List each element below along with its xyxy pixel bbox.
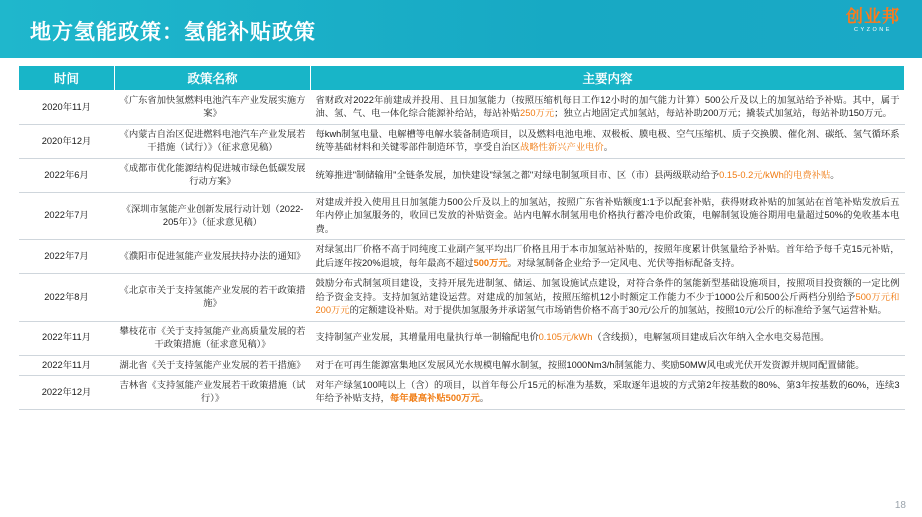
logo-sub-text: CYZONE xyxy=(854,27,892,33)
table-row xyxy=(19,321,905,355)
cell-time: 2022年7月 xyxy=(19,240,115,274)
logo-main-text: 创业邦 xyxy=(846,7,900,26)
cell-time: 2022年11月 xyxy=(19,355,115,375)
content-highlight: 每年最高补贴500万元 xyxy=(389,393,480,404)
cell-policy-content xyxy=(311,192,905,239)
column-header-name: 政策名称 xyxy=(115,66,311,91)
cell-time: 2022年7月 xyxy=(19,192,115,239)
content-text: 支持加氢站建设运营。对建成的加氢站，按照压缩机12小时额定工作能力不少于1000公斤和500公斤两档分别给予 xyxy=(381,291,856,302)
content-text: 省财政对2022年前建成并投用、且日加氢能力（按照压缩机每日工作12小时的加气能力计算）500公斤及以上的加氢站给予补贴。其中，属于油、氢、气、电一体化综合能源补给站，每站补贴 xyxy=(315,95,900,119)
cell-time: 2020年12月 xyxy=(19,124,115,158)
cell-policy-name: 《北京市关于支持氢能产业发展的若干政策措施》 xyxy=(115,274,311,321)
table-row xyxy=(19,91,905,125)
page-number: 18 xyxy=(894,500,906,511)
content-text: 对年产绿氢100吨以上（含）的项目，以首年每公斤15元的标准为基数，采取逐年退坡的方式第2年按基数的80%、第3年按基数的60%，连续3年给予补贴支持， xyxy=(315,379,900,404)
content-text: 。 xyxy=(830,169,840,180)
cell-policy-content xyxy=(311,375,905,409)
content-text: 。对绿氢制备企业给予一定风电、光伏等指标配备支持。 xyxy=(507,257,741,268)
page-title: 地方氢能政策：氢能补贴政策 xyxy=(30,21,316,44)
cell-time: 2022年12月 xyxy=(19,375,115,409)
cell-policy-content xyxy=(311,321,905,355)
content-text: 对建成并投入使用且日加氢能力500公斤及以上的加氢站，按照广东省补贴额度1:1予以配套补贴，获得财政补贴的加氢站在首笔补贴发放后五年内停止加氢服务的，收回已发放的补贴资金。站内电解水制氢用电价格执行蓄冷电价政策，电解制氢设施谷期用电量超过50%的免收基本电费。 xyxy=(315,196,900,234)
cell-policy-content xyxy=(311,124,905,158)
cell-policy-name: 《成都市优化能源结构促进城市绿色低碳发展行动方案》 xyxy=(115,158,311,192)
cell-policy-content xyxy=(311,91,905,125)
table-row xyxy=(19,375,905,409)
table-row xyxy=(19,274,905,321)
content-text: 。 xyxy=(603,142,614,153)
cell-time: 2020年11月 xyxy=(19,91,115,125)
content-text: 对于在可再生能源富集地区发展风光水规模电解水制氢，按照1000Nm3/h制氢能力、奖励50MW风电或光伏开发资源并规同配置储能。 xyxy=(315,359,865,370)
column-header-time: 时间 xyxy=(19,66,115,91)
table-header-row xyxy=(19,66,905,91)
content-text: 统筹推进"制储输用"全链条发展，加快建设"绿氢之都"对绿电制氢项目市、区（市）县两级联动给予 xyxy=(315,169,720,180)
cell-time: 2022年11月 xyxy=(19,321,115,355)
content-text: 每kwh制氢电量、电解槽等电解水装备制造项目，以及燃料电池电堆、双极板、膜电极、空气压缩机、质子交换膜、催化剂、碳纸、氢气循环系统等基础材料和关键零部件制造环节，享受自治区 xyxy=(315,128,900,153)
content-text: 。 xyxy=(479,393,490,404)
table-row xyxy=(19,355,905,375)
cell-policy-name: 《深圳市氢能产业创新发展行动计划（2022-205年）》（征求意见稿） xyxy=(115,192,311,239)
cell-policy-content xyxy=(311,355,905,375)
cell-policy-content xyxy=(311,158,905,192)
cell-policy-name: 湖北省《关于支持氢能产业发展的若干措施》 xyxy=(115,355,311,375)
table-row xyxy=(19,192,905,239)
content-text: 支持制氢产业发展，其增量用电量执行单一制输配电价 xyxy=(315,332,539,343)
content-text: 鼓励分布式制氢项目建设，支持开展先进制氢、储运、加氢设施试点建设，对符合条件的氢能新型基础设施项目，按照项目投资额的一定比例给予资金支持。 xyxy=(315,278,900,302)
content-highlight: 战略性新兴产业电价 xyxy=(520,142,604,153)
brand-logo xyxy=(846,8,900,34)
content-highlight: 0.105元/kWh xyxy=(538,332,593,343)
content-text: （含线损），电解氢项目建成后次年纳入全水电交易范围。 xyxy=(592,332,830,343)
content-highlight: 250万元 xyxy=(520,108,555,119)
slide-header xyxy=(0,0,922,58)
cell-policy-content xyxy=(311,240,905,274)
table-row xyxy=(19,240,905,274)
content-text: ；独立占地固定式加氢站，每站补助200万元；撬装式加氢站，每站补助150万元。 xyxy=(554,108,892,119)
cell-policy-name: 《广东省加快氢燃料电池汽车产业发展实施方案》 xyxy=(115,91,311,125)
cell-time: 2022年6月 xyxy=(19,158,115,192)
cell-policy-content xyxy=(311,274,905,321)
content-highlight: 500万元 xyxy=(473,257,508,268)
column-header-content: 主要内容 xyxy=(311,66,905,91)
content-highlight: 0.15-0.2元/kWh的电费补贴 xyxy=(719,169,831,180)
content-text: 的定额建设补贴。对于提供加氢服务并承诺氢气市场销售价格不高于30元/公斤的加氢站，按照10元/公斤的标准给予氢气运营补贴。 xyxy=(349,305,887,316)
policy-table xyxy=(18,65,905,410)
table-row xyxy=(19,158,905,192)
cell-time: 2022年8月 xyxy=(19,274,115,321)
content-highlight: 500万元和200万元 xyxy=(315,291,900,316)
cell-policy-name: 吉林省《支持氢能产业发展若干政策措施（试行）》 xyxy=(115,375,311,409)
cell-policy-name: 攀枝花市《关于支持氢能产业高质量发展的若干政策措施（征求意见稿）》 xyxy=(115,321,311,355)
policy-table-wrapper xyxy=(18,65,904,410)
policy-table-body xyxy=(19,91,905,410)
cell-policy-name: 《内蒙古自治区促进燃料电池汽车产业发展若干措施（试行）》（征求意见稿） xyxy=(115,124,311,158)
table-row xyxy=(19,124,905,158)
cell-policy-name: 《濮阳市促进氢能产业发展扶持办法的通知》 xyxy=(115,240,311,274)
content-text: 对绿氢出厂价格不高于同纯度工业副产氢平均出厂价格且用于本市加氢站补贴的，按照年度累计供氢量给予补贴。首年给予每千克15元补贴，此后逐年按20%退坡，每年最高不超过 xyxy=(315,244,900,268)
